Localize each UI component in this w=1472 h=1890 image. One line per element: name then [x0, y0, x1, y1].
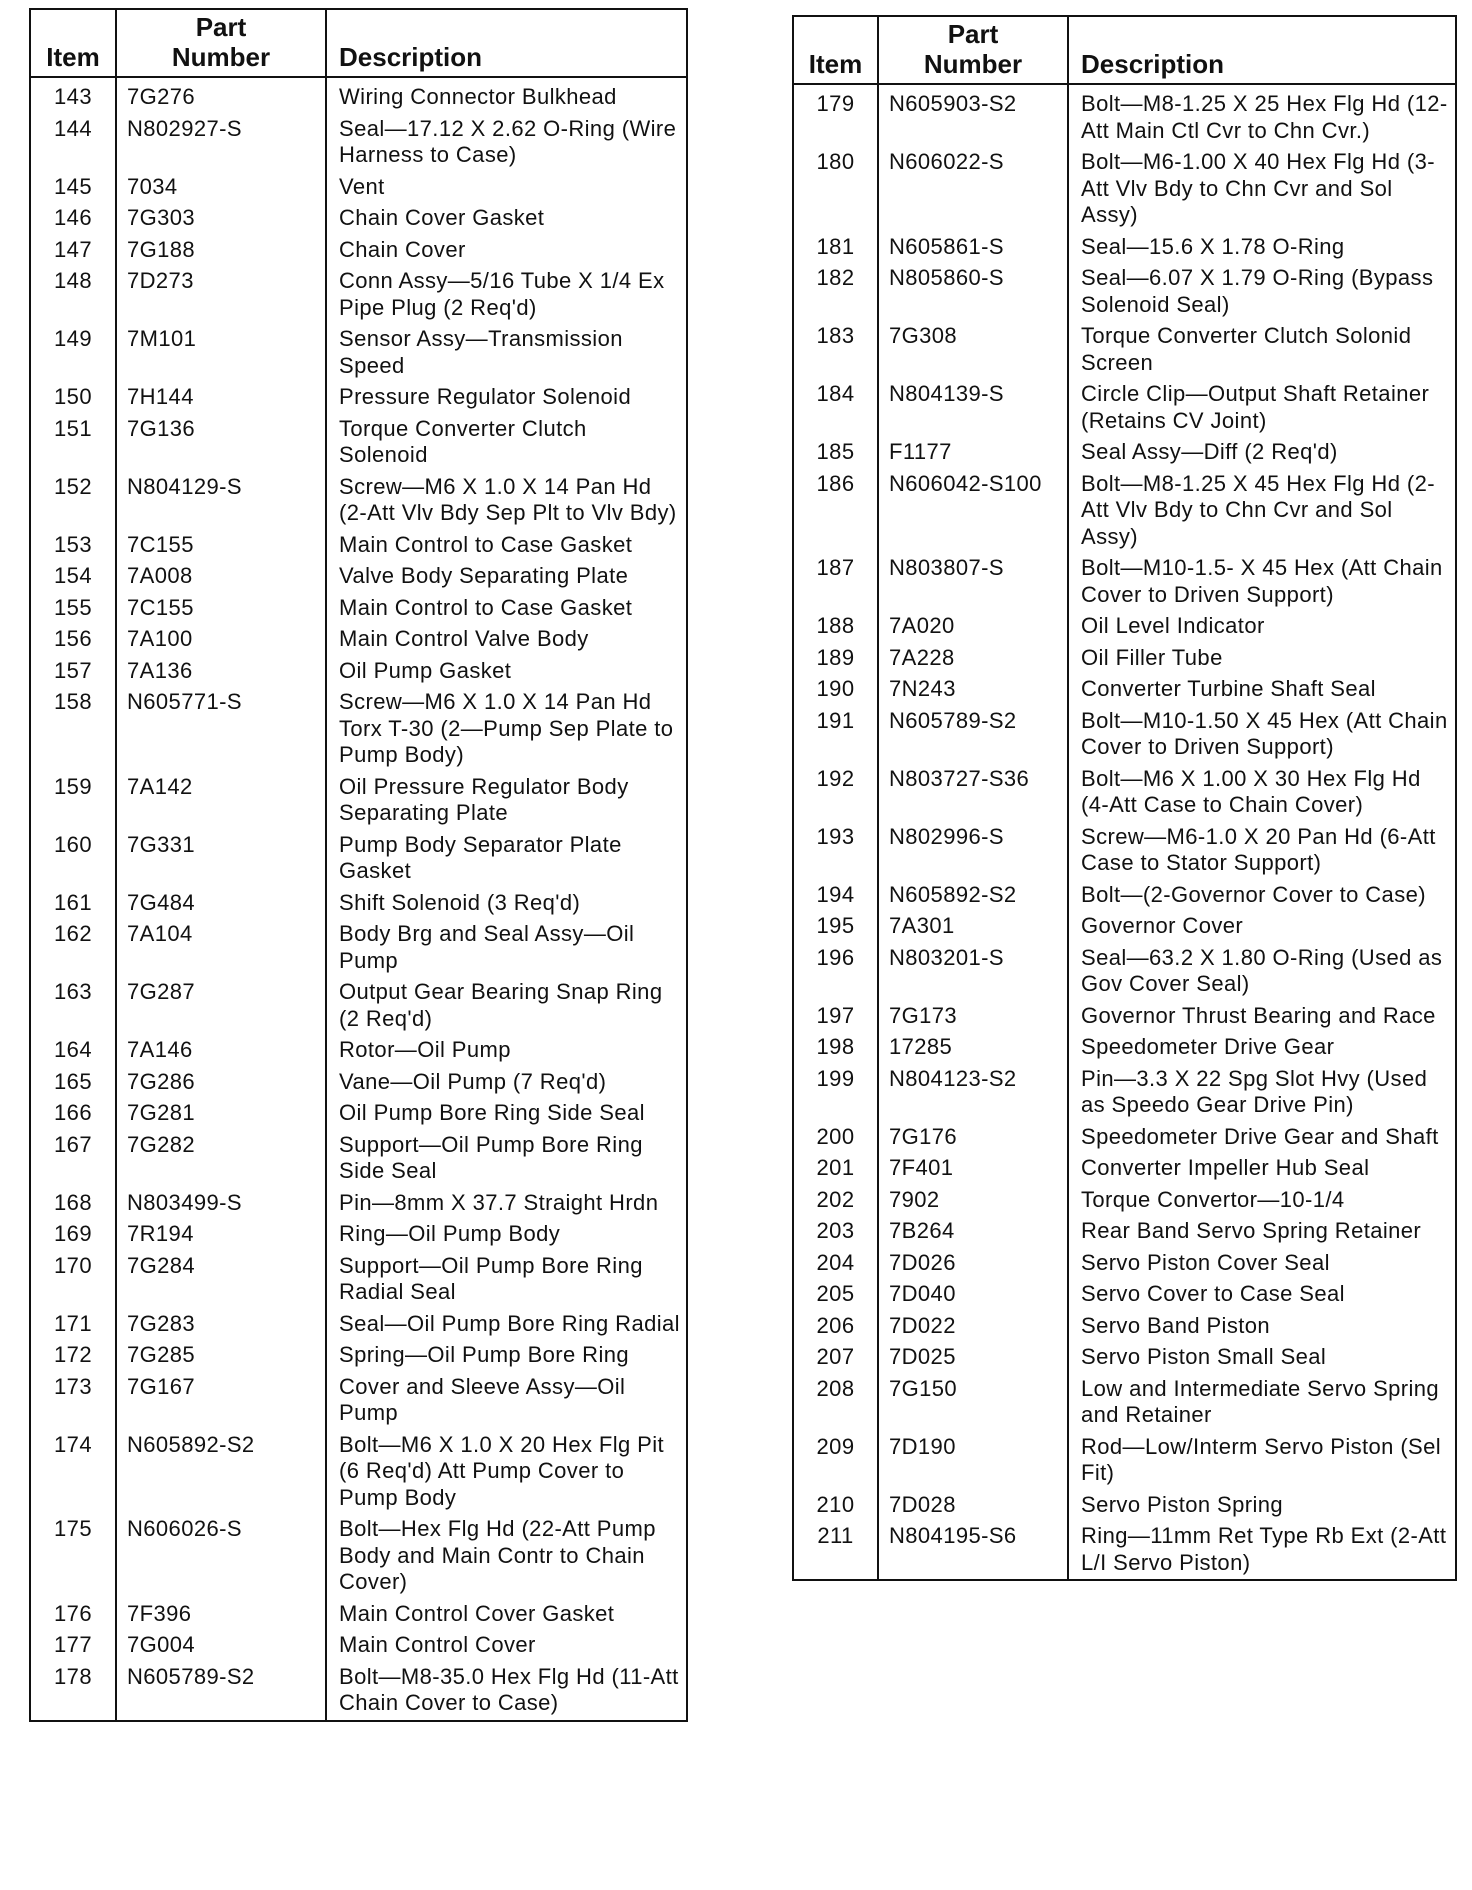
table-row: [793, 379, 1456, 437]
item-number: 189: [793, 643, 878, 675]
part-description: Torque Convertor—10-1/4: [1081, 1186, 1345, 1212]
part-description: Vent: [339, 173, 385, 199]
part-description: Oil Pump Bore Ring Side Seal: [339, 1100, 645, 1125]
part-number: 7A008: [116, 561, 326, 593]
table-row: [30, 382, 687, 414]
part-description: Main Control Cover: [339, 1632, 536, 1657]
table-row: [30, 624, 687, 656]
part-description: Output Gear Bearing Snap Ring (2 Req'd): [339, 979, 663, 1031]
table-row: [793, 822, 1456, 880]
column-header-part-number: Part Number: [116, 9, 326, 77]
part-number: N804129-S: [116, 472, 326, 530]
part-description: Main Control Cover Gasket: [339, 1600, 615, 1626]
table-row: [30, 1430, 687, 1515]
item-number: 144: [30, 114, 116, 172]
part-number: N605892-S2: [116, 1430, 326, 1515]
table-row: [30, 1309, 687, 1341]
table-row: [793, 706, 1456, 764]
part-description: Torque Converter Clutch Solenoid: [339, 415, 587, 467]
part-description: Valve Body Separating Plate: [339, 563, 629, 588]
part-description: Bolt—M8-35.0 Hex Flg Hd (11-Att Chain Cover to Case): [339, 1663, 679, 1715]
part-number: N802927-S: [116, 114, 326, 172]
part-description: Chain Cover: [339, 236, 466, 262]
item-number: 152: [30, 472, 116, 530]
part-description: Shift Solenoid (3 Req'd): [339, 889, 581, 915]
table-row: [30, 1251, 687, 1309]
part-number: 7A104: [116, 919, 326, 977]
table-header-row: [793, 16, 1456, 84]
item-number: 150: [30, 382, 116, 414]
item-number: 203: [793, 1216, 878, 1248]
table-row: [793, 643, 1456, 675]
part-description: Bolt—M8-1.25 X 45 Hex Flg Hd (2-Att Vlv Bdy to Chn Cvr and Sol Assy): [1081, 470, 1435, 549]
part-number: 7G281: [116, 1098, 326, 1130]
part-number: 7G287: [116, 977, 326, 1035]
part-number: 7G150: [878, 1374, 1068, 1432]
part-number: N606026-S: [116, 1514, 326, 1599]
table-row: [793, 764, 1456, 822]
part-number: N605861-S: [878, 232, 1068, 264]
table-row: [793, 437, 1456, 469]
column-header-item: Item: [793, 16, 878, 84]
part-number: 7G136: [116, 414, 326, 472]
table-row: [793, 1185, 1456, 1217]
part-description: Bolt—M6-1.00 X 40 Hex Flg Hd (3-Att Vlv Bdy to Chn Cvr and Sol Assy): [1081, 149, 1435, 227]
part-description: Screw—M6 X 1.0 X 14 Pan Hd Torx T-30 (2—Pump Sep Plate to Pump Body): [339, 689, 674, 767]
part-description: Converter Impeller Hub Seal: [1081, 1155, 1370, 1180]
part-number: 7D028: [878, 1490, 1068, 1522]
item-number: 157: [30, 656, 116, 688]
part-description: Main Control to Case Gasket: [339, 531, 633, 557]
item-number: 183: [793, 321, 878, 379]
table-row: [30, 77, 687, 114]
item-number: 160: [30, 830, 116, 888]
table-row: [30, 172, 687, 204]
table-row: [30, 1340, 687, 1372]
column-header-description: Description: [1068, 16, 1456, 84]
part-number: 7A020: [878, 611, 1068, 643]
table-row: [793, 611, 1456, 643]
part-description: Speedometer Drive Gear and Shaft: [1081, 1123, 1439, 1149]
part-description: Servo Piston Spring: [1081, 1491, 1284, 1517]
item-number: 164: [30, 1035, 116, 1067]
item-number: 185: [793, 437, 878, 469]
part-description: Main Control Valve Body: [339, 626, 589, 651]
table-row: [793, 1342, 1456, 1374]
table-row: [30, 772, 687, 830]
part-number: 7G004: [116, 1630, 326, 1662]
item-number: 196: [793, 943, 878, 1001]
part-description: Speedometer Drive Gear: [1081, 1034, 1335, 1059]
item-number: 143: [30, 77, 116, 114]
part-number: 7G331: [116, 830, 326, 888]
part-description: Rear Band Servo Spring Retainer: [1081, 1218, 1422, 1243]
item-number: 187: [793, 553, 878, 611]
item-number: 166: [30, 1098, 116, 1130]
table-row: [793, 1311, 1456, 1343]
part-number: 7N243: [878, 674, 1068, 706]
part-description: Wiring Connector Bulkhead: [339, 84, 617, 109]
part-number: N606042-S100: [878, 469, 1068, 554]
item-number: 158: [30, 687, 116, 772]
part-description: Seal—17.12 X 2.62 O-Ring (Wire Harness to Case): [339, 115, 677, 167]
item-number: 180: [793, 147, 878, 232]
item-number: 174: [30, 1430, 116, 1515]
part-description: Pin—3.3 X 22 Spg Slot Hvy (Used as Speedo Gear Drive Pin): [1081, 1065, 1428, 1117]
table-row: [793, 911, 1456, 943]
item-number: 182: [793, 263, 878, 321]
table-row: [793, 553, 1456, 611]
parts-table-right: [792, 15, 1457, 1581]
item-number: 192: [793, 764, 878, 822]
item-number: 146: [30, 203, 116, 235]
item-number: 205: [793, 1279, 878, 1311]
table-row: [30, 1662, 687, 1721]
part-description: Screw—M6 X 1.0 X 14 Pan Hd (2-Att Vlv Bdy Sep Plt to Vlv Bdy): [339, 473, 677, 525]
item-number: 151: [30, 414, 116, 472]
table-row: [793, 1521, 1456, 1580]
item-number: 195: [793, 911, 878, 943]
part-number: 7G284: [116, 1251, 326, 1309]
table-row: [30, 203, 687, 235]
item-number: 184: [793, 379, 878, 437]
table-row: [793, 1153, 1456, 1185]
part-number: 7D026: [878, 1248, 1068, 1280]
part-number: N804139-S: [878, 379, 1068, 437]
part-description: Oil Level Indicator: [1081, 613, 1265, 638]
table-row: [30, 114, 687, 172]
part-description: Circle Clip—Output Shaft Retainer (Retains CV Joint): [1081, 381, 1430, 433]
part-number: N805860-S: [878, 263, 1068, 321]
part-description: Pressure Regulator Solenoid: [339, 384, 632, 409]
part-description: Ring—Oil Pump Body: [339, 1221, 561, 1246]
item-number: 176: [30, 1599, 116, 1631]
part-description: Bolt—M10-1.5- X 45 Hex (Att Chain Cover to Driven Support): [1081, 555, 1443, 607]
table-row: [30, 266, 687, 324]
item-number: 156: [30, 624, 116, 656]
item-number: 173: [30, 1372, 116, 1430]
column-header-item: Item: [30, 9, 116, 77]
table-row: [30, 1067, 687, 1099]
part-description: Seal Assy—Diff (2 Req'd): [1081, 439, 1338, 464]
table-row: [793, 1064, 1456, 1122]
part-number: 7G176: [878, 1122, 1068, 1154]
table-row: [793, 1216, 1456, 1248]
part-number: 7D022: [878, 1311, 1068, 1343]
table-row: [30, 561, 687, 593]
item-number: 201: [793, 1153, 878, 1185]
item-number: 211: [793, 1521, 878, 1580]
part-number: 7G167: [116, 1372, 326, 1430]
item-number: 147: [30, 235, 116, 267]
part-description: Governor Thrust Bearing and Race: [1081, 1002, 1436, 1028]
part-number: F1177: [878, 437, 1068, 469]
table-row: [30, 656, 687, 688]
item-number: 169: [30, 1219, 116, 1251]
table-row: [793, 1001, 1456, 1033]
part-description: Support—Oil Pump Bore Ring Radial Seal: [339, 1252, 643, 1304]
table-row: [793, 1432, 1456, 1490]
part-number: 7902: [878, 1185, 1068, 1217]
part-number: 7D190: [878, 1432, 1068, 1490]
part-number: 7G484: [116, 888, 326, 920]
table-row: [30, 830, 687, 888]
part-number: N605892-S2: [878, 880, 1068, 912]
table-row: [30, 888, 687, 920]
part-number: 7A142: [116, 772, 326, 830]
table-row: [793, 1279, 1456, 1311]
item-number: 167: [30, 1130, 116, 1188]
part-number: N803201-S: [878, 943, 1068, 1001]
table-row: [30, 530, 687, 562]
table-row: [30, 472, 687, 530]
table-row: [30, 977, 687, 1035]
item-number: 193: [793, 822, 878, 880]
part-description: Pin—8mm X 37.7 Straight Hrdn: [339, 1189, 659, 1215]
part-number: 7A100: [116, 624, 326, 656]
item-number: 168: [30, 1188, 116, 1220]
table-row: [30, 1219, 687, 1251]
item-number: 200: [793, 1122, 878, 1154]
part-description: Oil Pump Gasket: [339, 657, 512, 683]
table-row: [30, 1035, 687, 1067]
part-number: 7D025: [878, 1342, 1068, 1374]
part-number: 7034: [116, 172, 326, 204]
item-number: 175: [30, 1514, 116, 1599]
part-number: 7G303: [116, 203, 326, 235]
part-description: Servo Band Piston: [1081, 1312, 1271, 1338]
part-number: 7F401: [878, 1153, 1068, 1185]
part-description: Seal—6.07 X 1.79 O-Ring (Bypass Solenoid Seal): [1081, 265, 1434, 317]
part-description: Oil Filler Tube: [1081, 644, 1223, 670]
item-number: 153: [30, 530, 116, 562]
part-number: 7D273: [116, 266, 326, 324]
item-number: 171: [30, 1309, 116, 1341]
part-description: Spring—Oil Pump Bore Ring: [339, 1342, 630, 1367]
item-number: 145: [30, 172, 116, 204]
item-number: 179: [793, 84, 878, 147]
part-number: 7M101: [116, 324, 326, 382]
part-number: 7R194: [116, 1219, 326, 1251]
part-description: Bolt—M6 X 1.0 X 20 Hex Flg Pit (6 Req'd) Att Pump Cover to Pump Body: [339, 1431, 665, 1510]
table-row: [30, 687, 687, 772]
part-description: Rod—Low/Interm Servo Piston (Sel Fit): [1081, 1433, 1442, 1485]
part-number: N803807-S: [878, 553, 1068, 611]
part-number: 7C155: [116, 530, 326, 562]
part-number: 7F396: [116, 1599, 326, 1631]
part-description: Governor Cover: [1081, 913, 1244, 938]
part-description: Seal—15.6 X 1.78 O-Ring: [1081, 233, 1345, 259]
table-row: [793, 1248, 1456, 1280]
part-number: 7G285: [116, 1340, 326, 1372]
part-description: Screw—M6-1.0 X 20 Pan Hd (6-Att Case to Stator Support): [1081, 823, 1436, 875]
item-number: 172: [30, 1340, 116, 1372]
table-row: [30, 1188, 687, 1220]
part-number: N803499-S: [116, 1188, 326, 1220]
part-description: Bolt—M10-1.50 X 45 Hex (Att Chain Cover to Driven Support): [1081, 707, 1448, 759]
part-number: 7A136: [116, 656, 326, 688]
part-number: 7G308: [878, 321, 1068, 379]
table-row: [30, 1630, 687, 1662]
item-number: 207: [793, 1342, 878, 1374]
part-number: N605903-S2: [878, 84, 1068, 147]
part-number: N804123-S2: [878, 1064, 1068, 1122]
item-number: 199: [793, 1064, 878, 1122]
part-description: Torque Converter Clutch Solonid Screen: [1081, 323, 1412, 375]
item-number: 165: [30, 1067, 116, 1099]
item-number: 149: [30, 324, 116, 382]
column-header-description: Description: [326, 9, 687, 77]
table-row: [793, 943, 1456, 1001]
item-number: 198: [793, 1032, 878, 1064]
part-description: Bolt—M8-1.25 X 25 Hex Flg Hd (12-Att Main Ctl Cvr to Chn Cvr.): [1081, 91, 1448, 143]
part-description: Ring—11mm Ret Type Rb Ext (2-Att L/I Servo Piston): [1081, 1523, 1447, 1575]
table-row: [30, 1514, 687, 1599]
part-number: N605771-S: [116, 687, 326, 772]
part-description: Vane—Oil Pump (7 Req'd): [339, 1068, 607, 1094]
item-number: 194: [793, 880, 878, 912]
item-number: 209: [793, 1432, 878, 1490]
part-description: Bolt—M6 X 1.00 X 30 Hex Flg Hd (4-Att Case to Chain Cover): [1081, 765, 1421, 817]
part-number: 7G283: [116, 1309, 326, 1341]
table-row: [30, 1599, 687, 1631]
part-description: Low and Intermediate Servo Spring and Retainer: [1081, 1375, 1440, 1427]
part-number: 7G188: [116, 235, 326, 267]
part-number: 7C155: [116, 593, 326, 625]
table-row: [30, 235, 687, 267]
part-number: N605789-S2: [878, 706, 1068, 764]
item-number: 204: [793, 1248, 878, 1280]
part-number: N804195-S6: [878, 1521, 1068, 1580]
part-number: 7H144: [116, 382, 326, 414]
part-description: Sensor Assy—Transmission Speed: [339, 326, 623, 378]
part-description: Bolt—(2-Governor Cover to Case): [1081, 881, 1426, 907]
item-number: 155: [30, 593, 116, 625]
part-number: N606022-S: [878, 147, 1068, 232]
part-description: Body Brg and Seal Assy—Oil Pump: [339, 921, 635, 973]
part-description: Cover and Sleeve Assy—Oil Pump: [339, 1373, 626, 1425]
table-row: [793, 1374, 1456, 1432]
part-number: N803727-S36: [878, 764, 1068, 822]
part-description: Bolt—Hex Flg Hd (22-Att Pump Body and Main Contr to Chain Cover): [339, 1516, 656, 1594]
part-description: Servo Piston Small Seal: [1081, 1344, 1327, 1369]
table-row: [793, 263, 1456, 321]
part-description: Oil Pressure Regulator Body Separating Plate: [339, 773, 629, 825]
part-description: Converter Turbine Shaft Seal: [1081, 676, 1376, 701]
table-row: [793, 232, 1456, 264]
item-number: 181: [793, 232, 878, 264]
part-number: 7G276: [116, 77, 326, 114]
table-row: [793, 84, 1456, 147]
part-description: Conn Assy—5/16 Tube X 1/4 Ex Pipe Plug (2 Req'd): [339, 268, 665, 320]
item-number: 161: [30, 888, 116, 920]
table-row: [793, 469, 1456, 554]
table-row: [30, 919, 687, 977]
part-description: Rotor—Oil Pump: [339, 1037, 511, 1062]
part-description: Pump Body Separator Plate Gasket: [339, 831, 622, 883]
part-description: Support—Oil Pump Bore Ring Side Seal: [339, 1131, 643, 1183]
item-number: 177: [30, 1630, 116, 1662]
column-header-part-number: Part Number: [878, 16, 1068, 84]
item-number: 148: [30, 266, 116, 324]
item-number: 208: [793, 1374, 878, 1432]
table-row: [793, 147, 1456, 232]
part-description: Seal—63.2 X 1.80 O-Ring (Used as Gov Cover Seal): [1081, 944, 1443, 996]
table-row: [793, 674, 1456, 706]
parts-table-left: [29, 8, 688, 1722]
part-number: 7G173: [878, 1001, 1068, 1033]
item-number: 162: [30, 919, 116, 977]
table-row: [30, 593, 687, 625]
table-row: [30, 1130, 687, 1188]
table-row: [793, 1122, 1456, 1154]
item-number: 178: [30, 1662, 116, 1721]
table-row: [793, 1490, 1456, 1522]
part-description: Main Control to Case Gasket: [339, 594, 633, 620]
item-number: 154: [30, 561, 116, 593]
part-number: N802996-S: [878, 822, 1068, 880]
item-number: 159: [30, 772, 116, 830]
item-number: 206: [793, 1311, 878, 1343]
table-row: [793, 1032, 1456, 1064]
part-description: Seal—Oil Pump Bore Ring Radial: [339, 1310, 680, 1336]
table-header-row: [30, 9, 687, 77]
table-row: [30, 324, 687, 382]
item-number: 197: [793, 1001, 878, 1033]
part-number: 7B264: [878, 1216, 1068, 1248]
part-number: 7A228: [878, 643, 1068, 675]
part-number: 7A146: [116, 1035, 326, 1067]
part-number: 7D040: [878, 1279, 1068, 1311]
part-description: Servo Piston Cover Seal: [1081, 1249, 1330, 1275]
item-number: 210: [793, 1490, 878, 1522]
table-row: [30, 1098, 687, 1130]
part-description: Servo Cover to Case Seal: [1081, 1281, 1345, 1306]
table-row: [793, 880, 1456, 912]
item-number: 186: [793, 469, 878, 554]
item-number: 163: [30, 977, 116, 1035]
part-number: 17285: [878, 1032, 1068, 1064]
item-number: 188: [793, 611, 878, 643]
item-number: 191: [793, 706, 878, 764]
item-number: 190: [793, 674, 878, 706]
item-number: 170: [30, 1251, 116, 1309]
table-row: [30, 414, 687, 472]
part-number: 7A301: [878, 911, 1068, 943]
item-number: 202: [793, 1185, 878, 1217]
part-number: N605789-S2: [116, 1662, 326, 1721]
part-number: 7G286: [116, 1067, 326, 1099]
part-number: 7G282: [116, 1130, 326, 1188]
table-row: [30, 1372, 687, 1430]
table-row: [793, 321, 1456, 379]
part-description: Chain Cover Gasket: [339, 205, 545, 230]
